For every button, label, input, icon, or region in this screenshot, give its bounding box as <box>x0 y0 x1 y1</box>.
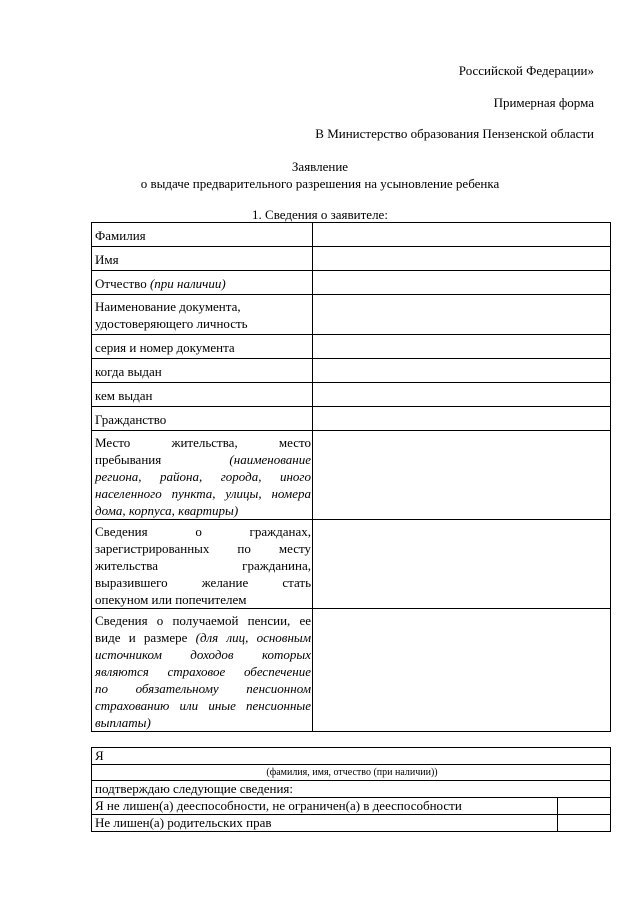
label-patronymic <box>92 271 313 295</box>
table-row <box>92 798 611 815</box>
field-residence[interactable] <box>313 431 611 520</box>
document-subtitle: о выдаче предварительного разрешения на усыновление ребенка <box>140 176 500 191</box>
table-row <box>92 609 611 732</box>
label-registered-persons <box>92 520 313 609</box>
label-residence-line: Место жительства, место <box>95 435 311 450</box>
table-row <box>92 223 611 247</box>
table-row <box>92 748 611 765</box>
field-issued-when[interactable] <box>313 359 611 383</box>
label-issued-when: когда выдан <box>92 359 313 383</box>
confirmation-table <box>91 747 611 832</box>
table-row <box>92 431 611 520</box>
label-pension-line <box>95 680 311 697</box>
label-pension-line <box>95 714 311 731</box>
field-patronymic[interactable] <box>313 271 611 295</box>
label-pension-note: являются страховое обеспечение <box>95 664 311 679</box>
label-residence-line <box>95 468 311 485</box>
applicant-i-field[interactable] <box>92 748 611 765</box>
label-pension-line <box>95 697 311 714</box>
table-row <box>92 271 611 295</box>
table-row <box>92 335 611 359</box>
label-residence-note: (наименование <box>229 452 311 467</box>
label-id-document-line: удостоверяющего личность <box>95 316 248 331</box>
label-doc-series: серия и номер документа <box>92 335 313 359</box>
field-pension[interactable] <box>313 609 611 732</box>
label-issued-by: кем выдан <box>92 383 313 407</box>
label-residence-note: дома, корпуса, квартиры) <box>95 503 239 518</box>
label-id-document-line: Наименование документа, <box>95 299 241 314</box>
label-residence-line <box>95 502 311 519</box>
label-registered-line: выразившего желание стать <box>95 575 311 590</box>
label-residence-note: региона, района, города, иного <box>95 469 311 484</box>
label-pension-note: по обязательному пенсионном <box>95 681 311 696</box>
label-pension-text: виде и размере <box>95 630 188 645</box>
label-pension-line <box>95 663 311 680</box>
applicant-info-table <box>91 222 611 732</box>
label-registered-line: Сведения о гражданах, <box>95 524 311 539</box>
table-row <box>92 247 611 271</box>
item-parental-rights-label: Не лишен(а) родительских прав <box>92 815 558 832</box>
field-name[interactable] <box>313 247 611 271</box>
table-row <box>92 765 611 781</box>
item-capacity-label: Я не лишен(а) дееспособности, не ограничен(а) в дееспособности <box>92 798 558 815</box>
field-registered-persons[interactable] <box>313 520 611 609</box>
field-id-document[interactable] <box>313 295 611 335</box>
table-row <box>92 359 611 383</box>
header-line-1: Российской Федерации» <box>458 63 594 78</box>
header-addressee: В Министерство образования Пензенской области <box>315 126 594 141</box>
label-registered-line: жительства гражданина, <box>95 558 311 573</box>
label-pension <box>92 609 313 732</box>
label-registered-line: зарегистрированных по месту <box>95 541 311 556</box>
table-row <box>92 295 611 335</box>
label-id-document <box>92 295 313 335</box>
label-residence-line <box>95 485 311 502</box>
label-pension-note: источником доходов которых <box>95 647 311 662</box>
label-residence-text: пребывания <box>95 452 162 467</box>
item-capacity-field[interactable] <box>558 798 611 815</box>
label-residence-line <box>95 451 311 468</box>
label-citizenship: Гражданство <box>92 407 313 431</box>
label-name: Имя <box>92 247 313 271</box>
fio-caption: (фамилия, имя, отчество (при наличии)) <box>92 765 611 781</box>
label-pension-line <box>95 629 311 646</box>
label-pension-note: (для лиц, основным <box>195 630 312 645</box>
label-patronymic-text: Отчество <box>95 276 147 291</box>
label-pension-line <box>95 646 311 663</box>
label-residence <box>92 431 313 520</box>
label-pension-note: страхованию или иные пенсионные <box>95 698 311 713</box>
field-doc-series[interactable] <box>313 335 611 359</box>
header-form-label: Примерная форма <box>493 95 594 110</box>
label-pension-line: Сведения о получаемой пенсии, ее <box>95 613 311 628</box>
table-row <box>92 520 611 609</box>
table-row <box>92 407 611 431</box>
label-registered-line: опекуном или попечителем <box>95 592 247 607</box>
applicant-i-label: Я <box>95 748 104 763</box>
confirm-statement: подтверждаю следующие сведения: <box>92 781 611 798</box>
label-surname: Фамилия <box>92 223 313 247</box>
item-parental-rights-field[interactable] <box>558 815 611 832</box>
table-row <box>92 383 611 407</box>
table-row <box>92 781 611 798</box>
section1-heading: 1. Сведения о заявителе: <box>252 207 388 222</box>
label-pension-note: выплаты) <box>95 715 151 730</box>
field-issued-by[interactable] <box>313 383 611 407</box>
field-citizenship[interactable] <box>313 407 611 431</box>
field-surname[interactable] <box>313 223 611 247</box>
label-patronymic-note: (при наличии) <box>149 276 226 291</box>
document-title: Заявление <box>291 159 349 174</box>
label-residence-note: населенного пункта, улицы, номера <box>95 486 311 501</box>
table-row <box>92 815 611 832</box>
